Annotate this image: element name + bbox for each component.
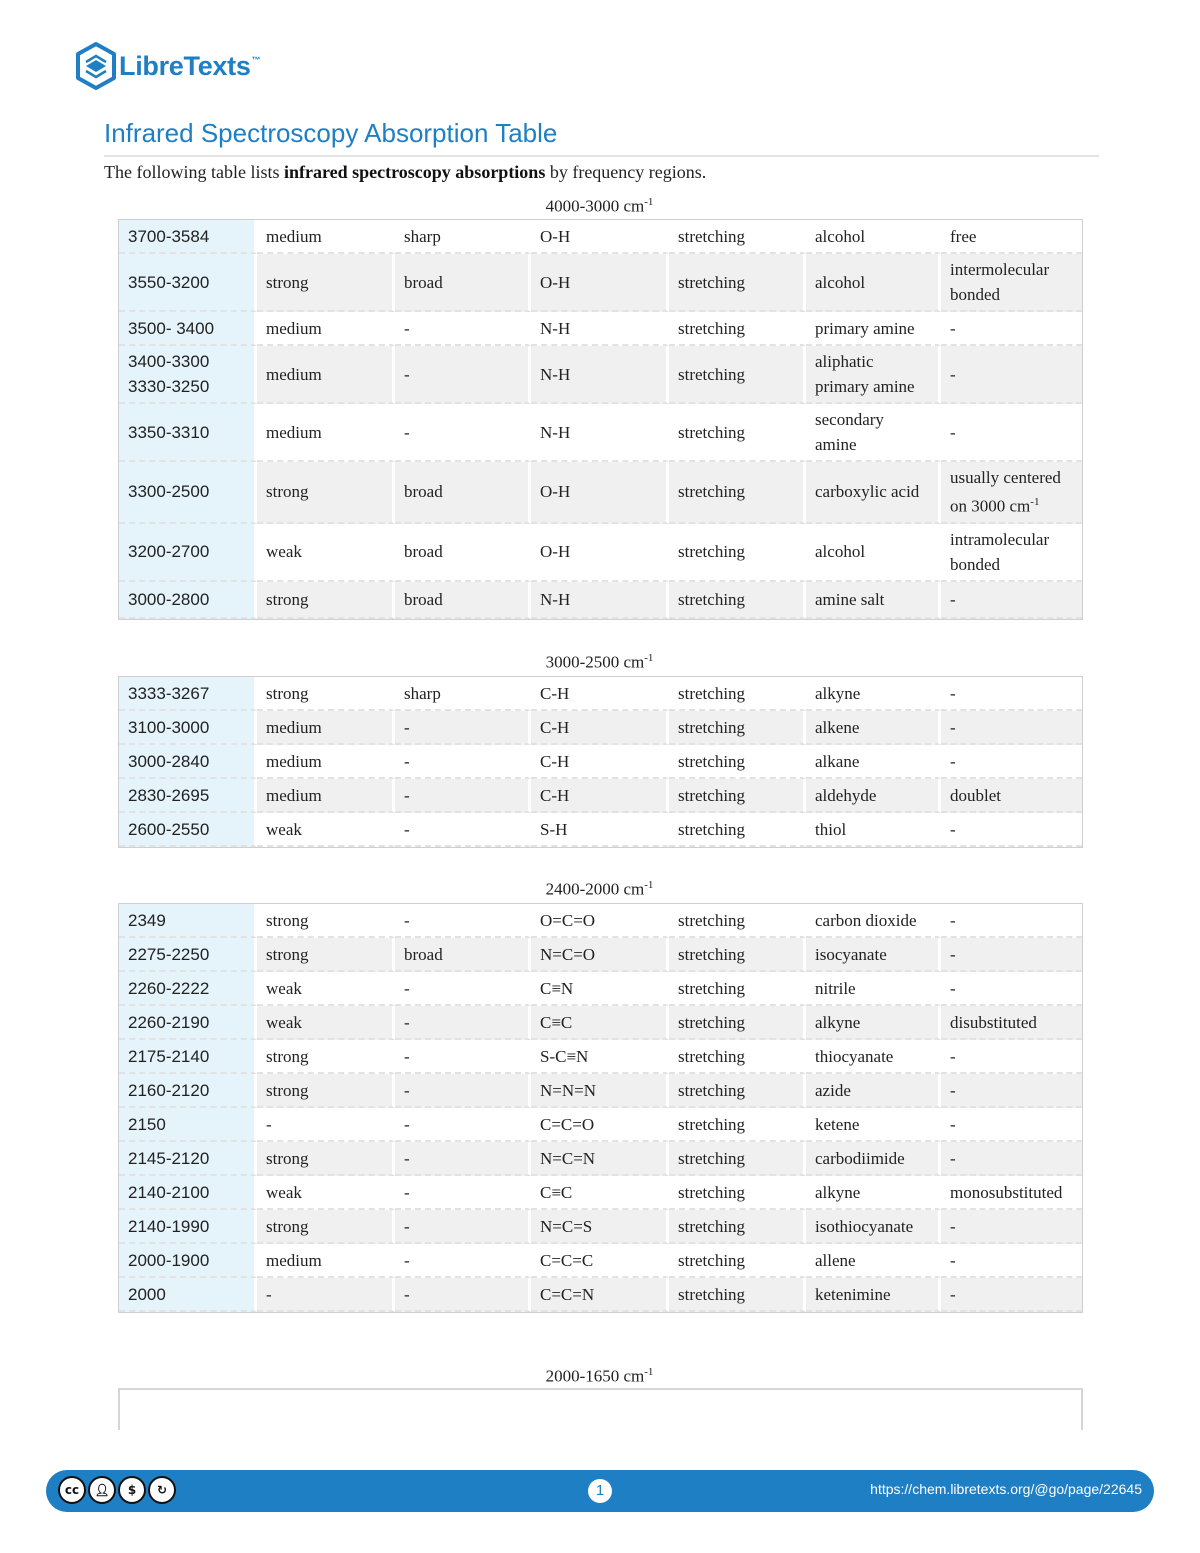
intensity-cell: strong bbox=[257, 1142, 395, 1176]
vibration-cell: stretching bbox=[669, 404, 806, 462]
bond-cell: N=C=S bbox=[531, 1210, 669, 1244]
intensity-cell: - bbox=[257, 1278, 395, 1312]
intensity-cell: strong bbox=[257, 938, 395, 972]
bond-cell: N=N=N bbox=[531, 1074, 669, 1108]
table-row bbox=[119, 1074, 1082, 1108]
bond-cell: O-H bbox=[531, 462, 669, 524]
vibration-cell: stretching bbox=[669, 462, 806, 524]
frequency-cell: 2000 bbox=[119, 1278, 257, 1312]
shape-cell: - bbox=[395, 813, 531, 847]
intensity-cell: - bbox=[257, 1108, 395, 1142]
intensity-cell: medium bbox=[257, 1244, 395, 1278]
table-row bbox=[119, 462, 1082, 524]
table-row bbox=[119, 254, 1082, 312]
bond-cell: C-H bbox=[531, 779, 669, 813]
comment-cell: disubstituted bbox=[941, 1006, 1082, 1040]
table-row bbox=[119, 745, 1082, 779]
vibration-cell: stretching bbox=[669, 1176, 806, 1210]
bond-cell: C-H bbox=[531, 711, 669, 745]
shape-cell: - bbox=[395, 346, 531, 404]
compound-class-cell: alcohol bbox=[806, 254, 941, 312]
table-row bbox=[119, 1040, 1082, 1074]
bond-cell: N=C=N bbox=[531, 1142, 669, 1176]
intensity-cell: strong bbox=[257, 904, 395, 938]
comment-cell: - bbox=[941, 904, 1082, 938]
bond-cell: C≡C bbox=[531, 1006, 669, 1040]
intensity-cell: weak bbox=[257, 1006, 395, 1040]
table-row bbox=[119, 312, 1082, 346]
absorption-table bbox=[118, 903, 1083, 1313]
compound-class-cell: aliphatic primary amine bbox=[806, 346, 941, 404]
bond-cell: N-H bbox=[531, 404, 669, 462]
shape-cell: - bbox=[395, 745, 531, 779]
shape-cell: - bbox=[395, 1006, 531, 1040]
compound-class-cell: alkene bbox=[806, 711, 941, 745]
comment-cell: - bbox=[941, 745, 1082, 779]
compound-class-cell: alkyne bbox=[806, 677, 941, 711]
table-row bbox=[119, 972, 1082, 1006]
frequency-cell: 2260-2222 bbox=[119, 972, 257, 1006]
table-caption: 3000-2500 $cm^{-1}$ bbox=[545, 652, 654, 672]
frequency-cell: 3100-3000 bbox=[119, 711, 257, 745]
table-row bbox=[119, 1142, 1082, 1176]
frequency-cell: 2600-2550 bbox=[119, 813, 257, 847]
bond-cell: C≡N bbox=[531, 972, 669, 1006]
compound-class-cell: isocyanate bbox=[806, 938, 941, 972]
shape-cell: broad bbox=[395, 938, 531, 972]
absorption-table-continued bbox=[118, 1388, 1083, 1430]
comment-cell: - bbox=[941, 972, 1082, 1006]
table-caption: 2000-1650 $cm^{-1}$ bbox=[545, 1366, 654, 1386]
intensity-cell: strong bbox=[257, 1210, 395, 1244]
by-icon: 👤︎ bbox=[88, 1476, 116, 1504]
bond-cell: N=C=O bbox=[531, 938, 669, 972]
comment-cell: free bbox=[941, 220, 1082, 254]
compound-class-cell: carbodiimide bbox=[806, 1142, 941, 1176]
compound-class-cell: allene bbox=[806, 1244, 941, 1278]
table-caption: 4000-3000 $cm^{-1}$ bbox=[545, 196, 654, 216]
vibration-cell: stretching bbox=[669, 582, 806, 619]
frequency-cell: 3400-3300 3330-3250 bbox=[119, 346, 257, 404]
frequency-cell: 2145-2120 bbox=[119, 1142, 257, 1176]
frequency-cell: 2275-2250 bbox=[119, 938, 257, 972]
comment-cell: - bbox=[941, 1210, 1082, 1244]
shape-cell: - bbox=[395, 1142, 531, 1176]
comment-cell: monosubstituted bbox=[941, 1176, 1082, 1210]
table-row bbox=[119, 1108, 1082, 1142]
table-row bbox=[119, 1244, 1082, 1278]
vibration-cell: stretching bbox=[669, 1278, 806, 1312]
vibration-cell: stretching bbox=[669, 1006, 806, 1040]
vibration-cell: stretching bbox=[669, 220, 806, 254]
compound-class-cell: primary amine bbox=[806, 312, 941, 346]
table-row bbox=[119, 1006, 1082, 1040]
comment-cell: intermolecular bonded bbox=[941, 254, 1082, 312]
comment-cell: - bbox=[941, 1040, 1082, 1074]
table-row bbox=[119, 677, 1082, 711]
intensity-cell: strong bbox=[257, 462, 395, 524]
frequency-cell: 2140-1990 bbox=[119, 1210, 257, 1244]
vibration-cell: stretching bbox=[669, 254, 806, 312]
bond-cell: O=C=O bbox=[531, 904, 669, 938]
bond-cell: S-C≡N bbox=[531, 1040, 669, 1074]
vibration-cell: stretching bbox=[669, 745, 806, 779]
table-row bbox=[119, 220, 1082, 254]
vibration-cell: stretching bbox=[669, 312, 806, 346]
vibration-cell: stretching bbox=[669, 779, 806, 813]
comment-cell: usually centered on 3000 $cm^{-1}$ bbox=[941, 462, 1082, 524]
intensity-cell: medium bbox=[257, 711, 395, 745]
absorption-table bbox=[118, 219, 1083, 620]
table-row bbox=[119, 1210, 1082, 1244]
bond-cell: C-H bbox=[531, 677, 669, 711]
frequency-cell: 3300-2500 bbox=[119, 462, 257, 524]
table-row bbox=[119, 346, 1082, 404]
compound-class-cell: ketenimine bbox=[806, 1278, 941, 1312]
intensity-cell: strong bbox=[257, 677, 395, 711]
compound-class-cell: alkane bbox=[806, 745, 941, 779]
license-badge[interactable] bbox=[58, 1476, 178, 1504]
compound-class-cell: azide bbox=[806, 1074, 941, 1108]
comment-cell: - bbox=[941, 677, 1082, 711]
shape-cell: sharp bbox=[395, 220, 531, 254]
vibration-cell: stretching bbox=[669, 1074, 806, 1108]
frequency-cell: 2000-1900 bbox=[119, 1244, 257, 1278]
compound-class-cell: alkyne bbox=[806, 1006, 941, 1040]
bond-cell: O-H bbox=[531, 254, 669, 312]
compound-class-cell: alcohol bbox=[806, 220, 941, 254]
page-url-link[interactable]: https://chem.libretexts.org/@go/page/22645 bbox=[870, 1481, 1142, 1497]
shape-cell: - bbox=[395, 904, 531, 938]
shape-cell: broad bbox=[395, 254, 531, 312]
vibration-cell: stretching bbox=[669, 938, 806, 972]
comment-cell: - bbox=[941, 1142, 1082, 1176]
frequency-cell: 2260-2190 bbox=[119, 1006, 257, 1040]
frequency-cell: 2160-2120 bbox=[119, 1074, 257, 1108]
shape-cell: - bbox=[395, 404, 531, 462]
bond-cell: N-H bbox=[531, 346, 669, 404]
compound-class-cell: ketene bbox=[806, 1108, 941, 1142]
shape-cell: - bbox=[395, 1040, 531, 1074]
shape-cell: broad bbox=[395, 582, 531, 619]
table-row bbox=[119, 813, 1082, 847]
absorption-table bbox=[118, 676, 1083, 848]
intensity-cell: medium bbox=[257, 220, 395, 254]
shape-cell: - bbox=[395, 972, 531, 1006]
page-number: 1 bbox=[588, 1479, 612, 1503]
bond-cell: C=C=C bbox=[531, 1244, 669, 1278]
intensity-cell: medium bbox=[257, 745, 395, 779]
comment-cell: - bbox=[941, 346, 1082, 404]
table-row bbox=[119, 1278, 1082, 1312]
compound-class-cell: thiol bbox=[806, 813, 941, 847]
bond-cell: N-H bbox=[531, 582, 669, 619]
libretexts-logo[interactable] bbox=[74, 42, 260, 90]
intensity-cell: medium bbox=[257, 312, 395, 346]
vibration-cell: stretching bbox=[669, 346, 806, 404]
libretexts-logo-icon bbox=[74, 42, 118, 90]
frequency-cell: 3000-2800 bbox=[119, 582, 257, 619]
frequency-cell: 3200-2700 bbox=[119, 524, 257, 582]
nc-icon: $ bbox=[118, 1476, 146, 1504]
compound-class-cell: thiocyanate bbox=[806, 1040, 941, 1074]
frequency-cell: 3333-3267 bbox=[119, 677, 257, 711]
frequency-cell: 3700-3584 bbox=[119, 220, 257, 254]
frequency-cell: 2150 bbox=[119, 1108, 257, 1142]
bond-cell: C=C=O bbox=[531, 1108, 669, 1142]
comment-cell: intramolecular bonded bbox=[941, 524, 1082, 582]
table-row bbox=[119, 938, 1082, 972]
compound-class-cell: alcohol bbox=[806, 524, 941, 582]
table-row bbox=[119, 779, 1082, 813]
compound-class-cell: isothiocyanate bbox=[806, 1210, 941, 1244]
compound-class-cell: carboxylic acid bbox=[806, 462, 941, 524]
frequency-cell: 2140-2100 bbox=[119, 1176, 257, 1210]
table-row bbox=[119, 524, 1082, 582]
bond-cell: N-H bbox=[531, 312, 669, 346]
bond-cell: C=C=N bbox=[531, 1278, 669, 1312]
vibration-cell: stretching bbox=[669, 813, 806, 847]
bond-cell: C-H bbox=[531, 745, 669, 779]
vibration-cell: stretching bbox=[669, 904, 806, 938]
table-row bbox=[119, 711, 1082, 745]
shape-cell: - bbox=[395, 711, 531, 745]
intensity-cell: weak bbox=[257, 813, 395, 847]
logo-text: LibreTexts™ bbox=[119, 50, 261, 81]
shape-cell: broad bbox=[395, 462, 531, 524]
compound-class-cell: nitrile bbox=[806, 972, 941, 1006]
shape-cell: - bbox=[395, 1108, 531, 1142]
intensity-cell: medium bbox=[257, 779, 395, 813]
page-footer bbox=[46, 1470, 1154, 1512]
compound-class-cell: secondary amine bbox=[806, 404, 941, 462]
vibration-cell: stretching bbox=[669, 1210, 806, 1244]
vibration-cell: stretching bbox=[669, 711, 806, 745]
shape-cell: sharp bbox=[395, 677, 531, 711]
intensity-cell: strong bbox=[257, 254, 395, 312]
shape-cell: broad bbox=[395, 524, 531, 582]
compound-class-cell: carbon dioxide bbox=[806, 904, 941, 938]
shape-cell: - bbox=[395, 1278, 531, 1312]
frequency-cell: 3350-3310 bbox=[119, 404, 257, 462]
shape-cell: - bbox=[395, 1176, 531, 1210]
frequency-cell: 3000-2840 bbox=[119, 745, 257, 779]
frequency-cell: 2349 bbox=[119, 904, 257, 938]
comment-cell: - bbox=[941, 404, 1082, 462]
intensity-cell: medium bbox=[257, 346, 395, 404]
comment-cell: - bbox=[941, 711, 1082, 745]
vibration-cell: stretching bbox=[669, 1040, 806, 1074]
vibration-cell: stretching bbox=[669, 1142, 806, 1176]
comment-cell: doublet bbox=[941, 779, 1082, 813]
bond-cell: O-H bbox=[531, 220, 669, 254]
table-caption: 2400-2000 $cm^{-1}$ bbox=[545, 879, 654, 899]
intensity-cell: weak bbox=[257, 1176, 395, 1210]
table-row bbox=[119, 1176, 1082, 1210]
vibration-cell: stretching bbox=[669, 972, 806, 1006]
vibration-cell: stretching bbox=[669, 677, 806, 711]
frequency-cell: 3550-3200 bbox=[119, 254, 257, 312]
shape-cell: - bbox=[395, 1074, 531, 1108]
compound-class-cell: amine salt bbox=[806, 582, 941, 619]
table-row bbox=[119, 404, 1082, 462]
frequency-cell: 2830-2695 bbox=[119, 779, 257, 813]
comment-cell: - bbox=[941, 312, 1082, 346]
comment-cell: - bbox=[941, 1074, 1082, 1108]
shape-cell: - bbox=[395, 312, 531, 346]
bond-cell: C≡C bbox=[531, 1176, 669, 1210]
bond-cell: S-H bbox=[531, 813, 669, 847]
frequency-cell: 3500- 3400 bbox=[119, 312, 257, 346]
bond-cell: O-H bbox=[531, 524, 669, 582]
intensity-cell: medium bbox=[257, 404, 395, 462]
comment-cell: - bbox=[941, 1108, 1082, 1142]
shape-cell: - bbox=[395, 1210, 531, 1244]
comment-cell: - bbox=[941, 938, 1082, 972]
comment-cell: - bbox=[941, 582, 1082, 619]
table-row bbox=[119, 904, 1082, 938]
intensity-cell: strong bbox=[257, 1074, 395, 1108]
intensity-cell: weak bbox=[257, 524, 395, 582]
vibration-cell: stretching bbox=[669, 1108, 806, 1142]
intensity-cell: weak bbox=[257, 972, 395, 1006]
intensity-cell: strong bbox=[257, 1040, 395, 1074]
intro-bold: infrared spectroscopy absorptions bbox=[283, 162, 546, 182]
page-title: Infrared Spectroscopy Absorption Table bbox=[104, 118, 1099, 157]
intensity-cell: strong bbox=[257, 582, 395, 619]
cc-icon: cc bbox=[58, 1476, 86, 1504]
table-row bbox=[119, 582, 1082, 619]
intro-paragraph: The following table lists infrared spectroscopy absorptions by frequency regions. bbox=[104, 162, 707, 182]
compound-class-cell: aldehyde bbox=[806, 779, 941, 813]
comment-cell: - bbox=[941, 1278, 1082, 1312]
comment-cell: - bbox=[941, 813, 1082, 847]
shape-cell: - bbox=[395, 779, 531, 813]
sa-icon: ↻ bbox=[148, 1476, 176, 1504]
comment-cell: - bbox=[941, 1244, 1082, 1278]
shape-cell: - bbox=[395, 1244, 531, 1278]
compound-class-cell: alkyne bbox=[806, 1176, 941, 1210]
vibration-cell: stretching bbox=[669, 524, 806, 582]
vibration-cell: stretching bbox=[669, 1244, 806, 1278]
frequency-cell: 2175-2140 bbox=[119, 1040, 257, 1074]
